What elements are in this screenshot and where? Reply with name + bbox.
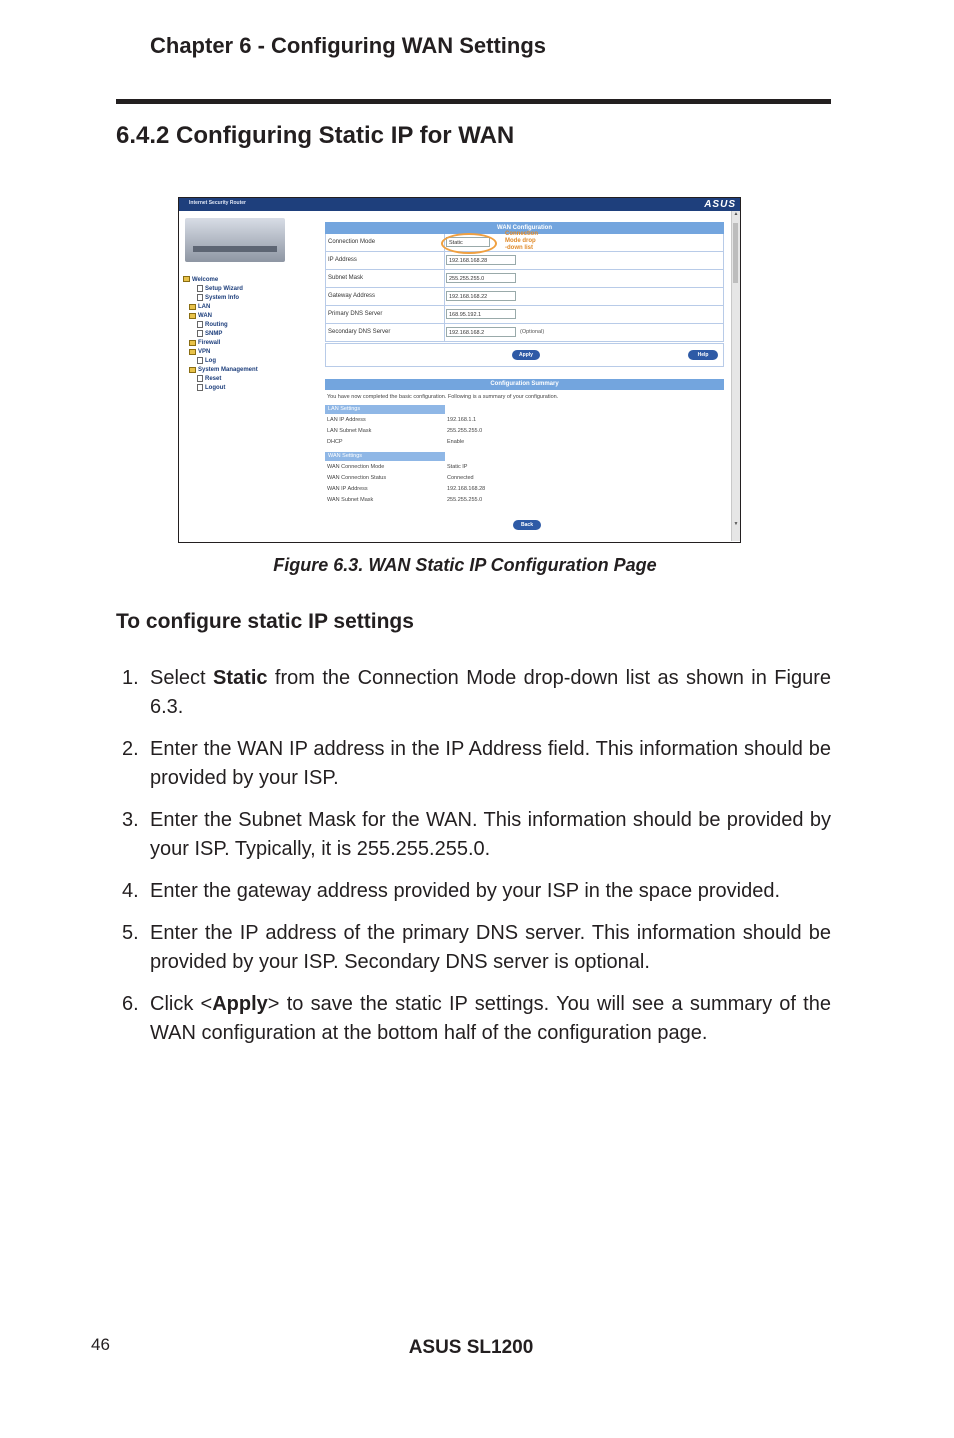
apply-button[interactable]: Apply [512, 350, 540, 360]
page-icon [197, 384, 203, 391]
steps-list [122, 664, 831, 1061]
sidebar-item-label: Welcome [192, 277, 219, 283]
field-divider [444, 270, 445, 287]
sidebar-item-label: LAN [198, 304, 211, 311]
summary-label: WAN Connection Mode [327, 464, 385, 470]
sidebar-menu [183, 276, 258, 394]
sidebar-item-label: Firewall [198, 340, 221, 347]
router-title: Internet Security Router [189, 200, 246, 206]
sidebar-item[interactable] [183, 303, 258, 312]
summary-row [327, 439, 627, 449]
summary-value: 192.168.168.28 [447, 486, 486, 492]
router-device-image [185, 218, 285, 262]
field-label: Secondary DNS Server [328, 329, 391, 335]
step-item [122, 806, 831, 864]
summary-label: LAN IP Address [327, 417, 366, 423]
field-label: Gateway Address [328, 293, 376, 299]
step-text: Click < [150, 993, 213, 1015]
wan-field-row [325, 252, 724, 270]
summary-value: 255.255.255.0 [447, 428, 483, 434]
folder-icon [183, 276, 190, 282]
header-rule [116, 99, 831, 104]
field-label: IP Address [328, 257, 357, 263]
folder-icon [189, 349, 196, 355]
summary-header: Configuration Summary [325, 379, 724, 390]
sidebar-item[interactable] [183, 384, 258, 393]
back-button[interactable]: Back [513, 520, 541, 530]
page-icon [197, 330, 203, 337]
summary-label: WAN IP Address [327, 486, 368, 492]
page-icon [197, 357, 203, 364]
summary-intro: You have now completed the basic configuration. Following is a summary of your configuration. [327, 394, 559, 400]
step-item [122, 919, 831, 977]
field-input[interactable]: 192.168.168.2 [446, 327, 516, 337]
scroll-thumb[interactable] [733, 223, 738, 283]
summary-label: LAN Subnet Mask [327, 428, 372, 434]
sidebar-item-label: System Management [198, 367, 258, 374]
step-number: 6. [122, 993, 139, 1015]
sidebar-item-label: System Info [205, 295, 240, 302]
field-note: (Optional) [520, 329, 545, 335]
summary-row [327, 417, 627, 427]
step-text-end: from the Connection Mode drop-down list as shown in Figure 6.3. [150, 667, 831, 718]
folder-icon [189, 367, 196, 373]
help-button[interactable]: Help [688, 350, 718, 360]
step-text: Enter the gateway address provided by your ISP in the space provided. [150, 880, 781, 902]
step-text: Enter the Subnet Mask for the WAN. This information should be provided by your ISP. Typically, it is 255.255.255.0. [150, 809, 831, 860]
figure-screenshot [178, 197, 741, 543]
summary-row [327, 428, 627, 438]
step-item [122, 664, 831, 722]
step-text: Enter the IP address of the primary DNS server. This information should be provided by your ISP. Secondary DNS server is optional. [150, 922, 831, 973]
folder-icon [189, 304, 196, 310]
sidebar-item[interactable] [183, 375, 258, 384]
field-input[interactable]: 192.168.168.28 [446, 255, 516, 265]
callout-text [505, 231, 538, 252]
page-icon [197, 294, 203, 301]
sidebar-item[interactable] [183, 294, 258, 303]
step-number: 1. [122, 667, 139, 689]
callout-line: Mode drop [505, 238, 536, 244]
step-number: 3. [122, 809, 139, 831]
field-label: Subnet Mask [328, 275, 364, 281]
summary-value: Connected [447, 475, 474, 481]
callout-line: Connection [505, 231, 538, 237]
sidebar-item[interactable] [183, 357, 258, 366]
sidebar-item-label: Logout [205, 385, 226, 392]
step-item [122, 735, 831, 793]
asus-logo: ASUS [704, 199, 736, 210]
sidebar-item-label: Reset [205, 376, 222, 383]
scroll-up-icon[interactable]: ▲ [733, 211, 739, 217]
sidebar-item[interactable] [183, 348, 258, 357]
button-row [325, 343, 724, 367]
lan-settings-header: LAN Settings [325, 405, 445, 414]
wan-config-header: WAN Configuration [325, 222, 724, 234]
summary-label: WAN Subnet Mask [327, 497, 374, 503]
sidebar-item[interactable] [183, 339, 258, 348]
wan-settings-header: WAN Settings [325, 452, 445, 461]
field-divider [444, 252, 445, 269]
summary-value: Static IP [447, 464, 468, 470]
section-title: 6.4.2 Configuring Static IP for WAN [116, 122, 515, 149]
step-text: Select [150, 667, 214, 689]
folder-icon [189, 313, 196, 319]
sidebar-item-label: SNMP [205, 331, 223, 338]
page-icon [197, 285, 203, 292]
sidebar-item-label: WAN [198, 313, 212, 320]
summary-value: 192.168.1.1 [447, 417, 477, 423]
field-input[interactable]: 255.255.255.0 [446, 273, 516, 283]
summary-value: Enable [447, 439, 465, 445]
sidebar-item[interactable] [183, 285, 258, 294]
summary-row [327, 486, 627, 496]
step-item [122, 877, 831, 906]
summary-value: 255.255.255.0 [447, 497, 483, 503]
field-label: Primary DNS Server [328, 311, 383, 317]
chapter-header: Chapter 6 - Configuring WAN Settings [150, 33, 546, 58]
step-number: 5. [122, 922, 139, 944]
sidebar-item-label: Log [205, 358, 216, 365]
connection-mode-select[interactable]: Static [446, 237, 490, 247]
field-divider [444, 306, 445, 323]
page-number: 46 [91, 1335, 110, 1354]
page-icon [197, 375, 203, 382]
folder-icon [189, 340, 196, 346]
sidebar-item[interactable] [183, 321, 258, 330]
sidebar-item[interactable] [183, 276, 258, 285]
wan-field-row [325, 288, 724, 306]
summary-label: DHCP [327, 439, 343, 445]
wan-field-row [325, 306, 724, 324]
screenshot-topbar [179, 198, 740, 211]
sidebar-item[interactable] [183, 366, 258, 375]
page-icon [197, 321, 203, 328]
figure-caption: Figure 6.3. WAN Static IP Configuration Page [273, 555, 657, 575]
wan-field-row [325, 324, 724, 342]
scroll-down-icon[interactable]: ▼ [733, 521, 739, 527]
sidebar-item-label: Setup Wizard [205, 286, 243, 293]
sidebar-item-label: Routing [205, 322, 228, 329]
scrollbar[interactable] [731, 211, 740, 541]
summary-row [327, 475, 627, 485]
callout-ring [441, 233, 497, 254]
step-text: Enter the WAN IP address in the IP Address field. This information should be provided by your ISP. [150, 738, 831, 789]
field-label: Connection Mode [328, 239, 376, 245]
sidebar-item-label: VPN [198, 349, 211, 356]
step-number: 2. [122, 738, 139, 760]
field-divider [444, 324, 445, 341]
field-input[interactable]: 168.95.192.1 [446, 309, 516, 319]
sidebar-item[interactable] [183, 330, 258, 339]
summary-row [327, 464, 627, 474]
summary-row [327, 497, 627, 507]
step-bold-term: Static [213, 667, 268, 689]
step-text-end: > to save the static IP settings. You will see a summary of the WAN configuration at the bottom half of the configuration page. [150, 993, 831, 1044]
step-bold-term: Apply [212, 993, 268, 1015]
step-item [122, 990, 831, 1048]
wan-field-row [325, 270, 724, 288]
procedure-heading: To configure static IP settings [116, 610, 414, 633]
summary-label: WAN Connection Status [327, 475, 387, 481]
field-divider [444, 288, 445, 305]
sidebar-item[interactable] [183, 312, 258, 321]
step-number: 4. [122, 880, 139, 902]
footer-product: ASUS SL1200 [408, 1337, 534, 1358]
callout-line: -down list [505, 245, 533, 251]
field-input[interactable]: 192.168.168.22 [446, 291, 516, 301]
